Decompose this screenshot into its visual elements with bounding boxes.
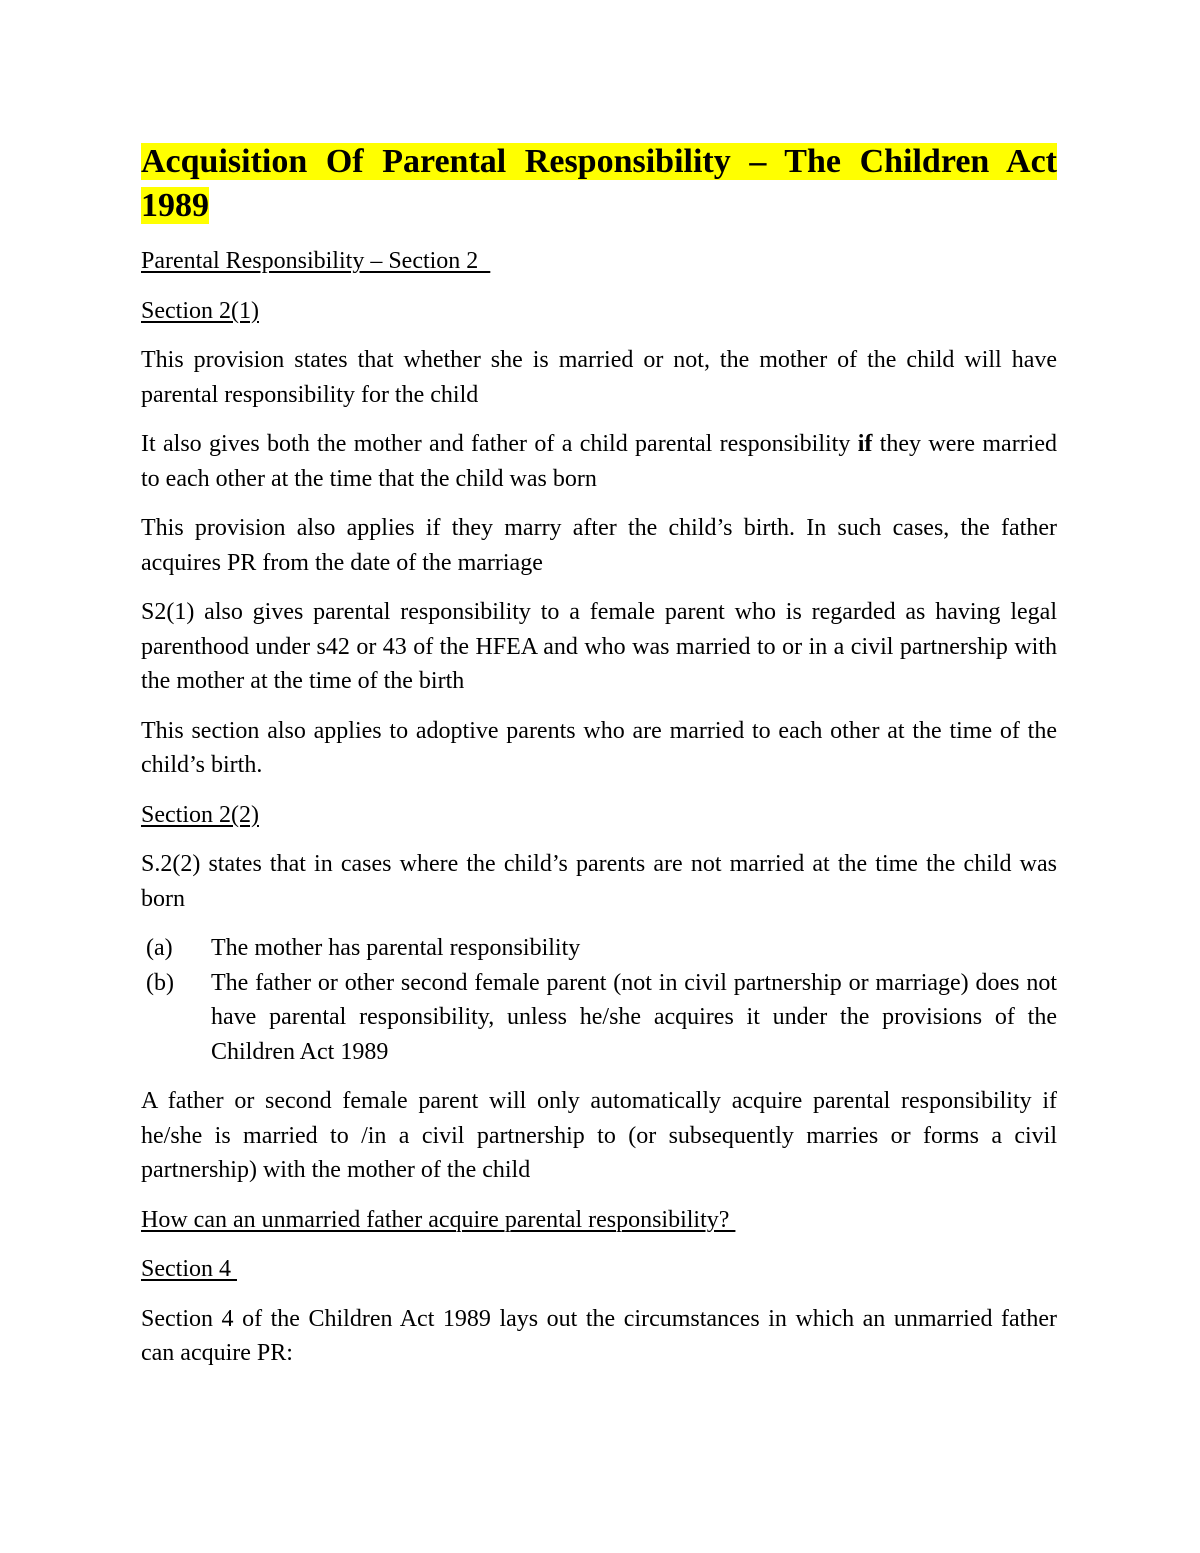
lettered-list [141, 931, 1057, 1069]
subheading-parental-responsibility: Parental Responsibility – Section 2 [141, 248, 491, 274]
paragraph: S.2(2) states that in cases where the child’s parents are not married at the time the child was born [141, 851, 1057, 912]
paragraph: S2(1) also gives parental responsibility to a female parent who is regarded as having legal parenthood under s42 or 43 of the HFEA and who was married to or in a civil partnership with the mother at the time of the birth [141, 599, 1057, 694]
bold-if: if [857, 431, 873, 457]
heading-section-2-2: Section 2(2) [141, 801, 259, 828]
paragraph: Section 4 of the Children Act 1989 lays out the circumstances in which an unmarried father can acquire PR: [141, 1305, 1057, 1366]
list-marker: (b) [146, 969, 174, 996]
list-item: (a) The mother has parental responsibility [141, 931, 1057, 966]
heading-section-4: Section 4 [141, 1256, 237, 1282]
highlighted-title-text: Acquisition Of Parental Responsibility – The Children Act 1989 [141, 143, 1057, 224]
document-page [141, 140, 1057, 1386]
list-item: (b) The father or other second female parent (not in civil partnership or marriage) does not have parental responsibility, unless he/she acquires it under the provisions of the Children Act 1989 [141, 966, 1057, 1070]
paragraph: It also gives both the mother and father of a child parental responsibility if they were married to each other at the time that the child was born [141, 431, 1058, 492]
document-title [141, 140, 1057, 228]
question-heading: How can an unmarried father acquire parental responsibility? [141, 1206, 736, 1233]
list-marker: (a) [146, 935, 173, 961]
paragraph: This provision states that whether she is married or not, the mother of the child will have parental responsibility for the child [141, 347, 1057, 408]
heading-section-2-1: Section 2(1) [141, 297, 259, 324]
paragraph: A father or second female parent will only automatically acquire parental responsibility if he/she is married to /in a civil partnership to (or subsequently marries or forms a civil partnership) with the mother of the child [141, 1088, 1057, 1183]
paragraph: This section also applies to adoptive parents who are married to each other at the time of the child’s birth. [141, 717, 1057, 778]
paragraph: This provision also applies if they marry after the child’s birth. In such cases, the father acquires PR from the date of the marriage [141, 515, 1057, 576]
